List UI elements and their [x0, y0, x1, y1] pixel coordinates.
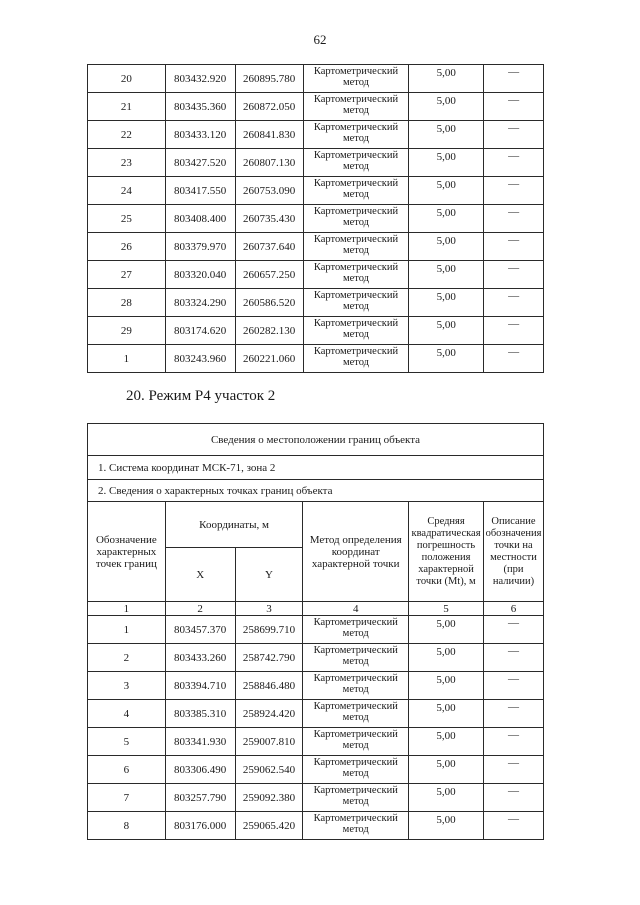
accuracy: 5,00	[409, 121, 484, 149]
method: Картометрический метод	[303, 289, 409, 317]
accuracy: 5,00	[409, 812, 484, 840]
coord-y: 259065.420	[235, 812, 303, 840]
description: —	[484, 317, 544, 345]
accuracy: 5,00	[409, 700, 484, 728]
accuracy: 5,00	[409, 233, 484, 261]
coord-x: 803257.790	[165, 784, 235, 812]
coord-x: 803306.490	[165, 756, 235, 784]
point-number: 8	[88, 812, 166, 840]
point-number: 3	[88, 672, 166, 700]
column-number: 6	[483, 602, 543, 616]
accuracy: 5,00	[409, 149, 484, 177]
description: —	[484, 65, 544, 93]
table-row	[88, 177, 544, 205]
accuracy: 5,00	[409, 289, 484, 317]
method: Картометрический метод	[303, 644, 409, 672]
coord-y: 260807.130	[235, 149, 303, 177]
coord-y: 260895.780	[235, 65, 303, 93]
section-title: 20. Режим Р4 участок 2	[126, 388, 276, 404]
method: Картометрический метод	[303, 93, 409, 121]
description: —	[483, 672, 543, 700]
header-accuracy: Средняя квадратическая погрешность положения характерной точки (Mt), м	[409, 502, 484, 602]
description: —	[484, 289, 544, 317]
coord-x: 803385.310	[165, 700, 235, 728]
column-number-row	[88, 602, 544, 616]
coord-y: 260737.640	[235, 233, 303, 261]
coord-x: 803435.360	[165, 93, 235, 121]
coord-system: 1. Система координат МСК-71, зона 2	[88, 456, 544, 480]
description: —	[484, 121, 544, 149]
coord-x: 803341.930	[165, 728, 235, 756]
point-number: 21	[88, 93, 166, 121]
method: Картометрический метод	[303, 345, 409, 373]
method: Картометрический метод	[303, 177, 409, 205]
table-row	[88, 644, 544, 672]
header-y: Y	[235, 548, 303, 602]
table-row	[88, 672, 544, 700]
table-row	[88, 205, 544, 233]
coord-x: 803457.370	[165, 616, 235, 644]
description: —	[483, 756, 543, 784]
coord-y: 258846.480	[235, 672, 303, 700]
coord-x: 803174.620	[165, 317, 235, 345]
coord-x: 803176.000	[165, 812, 235, 840]
method: Картометрический метод	[303, 700, 409, 728]
coord-y: 260221.060	[235, 345, 303, 373]
coord-x: 803417.550	[165, 177, 235, 205]
coord-x: 803320.040	[165, 261, 235, 289]
coord-x: 803408.400	[165, 205, 235, 233]
table-row	[88, 233, 544, 261]
table-row	[88, 317, 544, 345]
coord-y: 259007.810	[235, 728, 303, 756]
coord-y: 258699.710	[235, 616, 303, 644]
accuracy: 5,00	[409, 756, 484, 784]
description: —	[483, 644, 543, 672]
column-number: 5	[409, 602, 484, 616]
coord-x: 803433.120	[165, 121, 235, 149]
description: —	[484, 261, 544, 289]
table-row	[88, 728, 544, 756]
table-row	[88, 700, 544, 728]
table-row	[88, 289, 544, 317]
header-description: Описание обозначения точки на местности (при наличии)	[483, 502, 543, 602]
accuracy: 5,00	[409, 177, 484, 205]
point-number: 7	[88, 784, 166, 812]
method: Картометрический метод	[303, 728, 409, 756]
coord-x: 803243.960	[165, 345, 235, 373]
accuracy: 5,00	[409, 672, 484, 700]
description: —	[483, 728, 543, 756]
table-row	[88, 345, 544, 373]
table-row	[88, 784, 544, 812]
coord-y: 258924.420	[235, 700, 303, 728]
coord-x: 803324.290	[165, 289, 235, 317]
method: Картометрический метод	[303, 149, 409, 177]
point-number: 22	[88, 121, 166, 149]
coord-y: 260282.130	[235, 317, 303, 345]
coord-y: 260753.090	[235, 177, 303, 205]
method: Картометрический метод	[303, 784, 409, 812]
table-title: Сведения о местоположении границ объекта	[88, 424, 544, 456]
column-number: 3	[235, 602, 303, 616]
accuracy: 5,00	[409, 317, 484, 345]
description: —	[484, 93, 544, 121]
coord-x: 803427.520	[165, 149, 235, 177]
point-number: 6	[88, 756, 166, 784]
point-number: 25	[88, 205, 166, 233]
point-number: 23	[88, 149, 166, 177]
coord-y: 259092.380	[235, 784, 303, 812]
description: —	[483, 700, 543, 728]
accuracy: 5,00	[409, 784, 484, 812]
table-row	[88, 65, 544, 93]
method: Картометрический метод	[303, 121, 409, 149]
column-number: 1	[88, 602, 166, 616]
accuracy: 5,00	[409, 261, 484, 289]
method: Картометрический метод	[303, 812, 409, 840]
coord-y: 260735.430	[235, 205, 303, 233]
method: Картометрический метод	[303, 616, 409, 644]
description: —	[484, 149, 544, 177]
coord-x: 803432.920	[165, 65, 235, 93]
description: —	[483, 616, 543, 644]
boundary-info-table	[87, 423, 544, 840]
coordinates-table-body	[88, 65, 544, 373]
description: —	[484, 177, 544, 205]
table-row	[88, 812, 544, 840]
accuracy: 5,00	[409, 345, 484, 373]
accuracy: 5,00	[409, 65, 484, 93]
method: Картометрический метод	[303, 65, 409, 93]
header-x: X	[165, 548, 235, 602]
method: Картометрический метод	[303, 317, 409, 345]
coord-y: 259062.540	[235, 756, 303, 784]
description: —	[484, 233, 544, 261]
accuracy: 5,00	[409, 616, 484, 644]
accuracy: 5,00	[409, 93, 484, 121]
point-number: 27	[88, 261, 166, 289]
point-number: 2	[88, 644, 166, 672]
coord-x: 803379.970	[165, 233, 235, 261]
point-number: 1	[88, 616, 166, 644]
method: Картометрический метод	[303, 233, 409, 261]
description: —	[484, 205, 544, 233]
page-number: 62	[313, 32, 327, 47]
accuracy: 5,00	[409, 205, 484, 233]
point-number: 24	[88, 177, 166, 205]
coord-x: 803433.260	[165, 644, 235, 672]
coord-y: 260586.520	[235, 289, 303, 317]
coordinates-table-continued	[87, 64, 544, 373]
table-row	[88, 261, 544, 289]
coord-y: 260841.830	[235, 121, 303, 149]
point-number: 5	[88, 728, 166, 756]
point-number: 28	[88, 289, 166, 317]
table-row	[88, 121, 544, 149]
description: —	[483, 784, 543, 812]
table-row	[88, 616, 544, 644]
point-number: 1	[88, 345, 166, 373]
method: Картометрический метод	[303, 672, 409, 700]
point-number: 20	[88, 65, 166, 93]
point-number: 4	[88, 700, 166, 728]
method: Картометрический метод	[303, 756, 409, 784]
point-number: 29	[88, 317, 166, 345]
table-row	[88, 93, 544, 121]
description: —	[484, 345, 544, 373]
header-method: Метод определения координат характерной точки	[303, 502, 409, 602]
accuracy: 5,00	[409, 644, 484, 672]
header-coords: Координаты, м	[165, 502, 303, 548]
table-row	[88, 756, 544, 784]
coord-y: 260872.050	[235, 93, 303, 121]
point-number: 26	[88, 233, 166, 261]
coord-y: 258742.790	[235, 644, 303, 672]
method: Картометрический метод	[303, 261, 409, 289]
header-point: Обозначение характерных точек границ	[88, 502, 166, 602]
description: —	[483, 812, 543, 840]
accuracy: 5,00	[409, 728, 484, 756]
coord-y: 260657.250	[235, 261, 303, 289]
coord-x: 803394.710	[165, 672, 235, 700]
points-heading: 2. Сведения о характерных точках границ объекта	[88, 480, 544, 502]
column-number: 4	[303, 602, 409, 616]
method: Картометрический метод	[303, 205, 409, 233]
column-number: 2	[165, 602, 235, 616]
table-row	[88, 149, 544, 177]
